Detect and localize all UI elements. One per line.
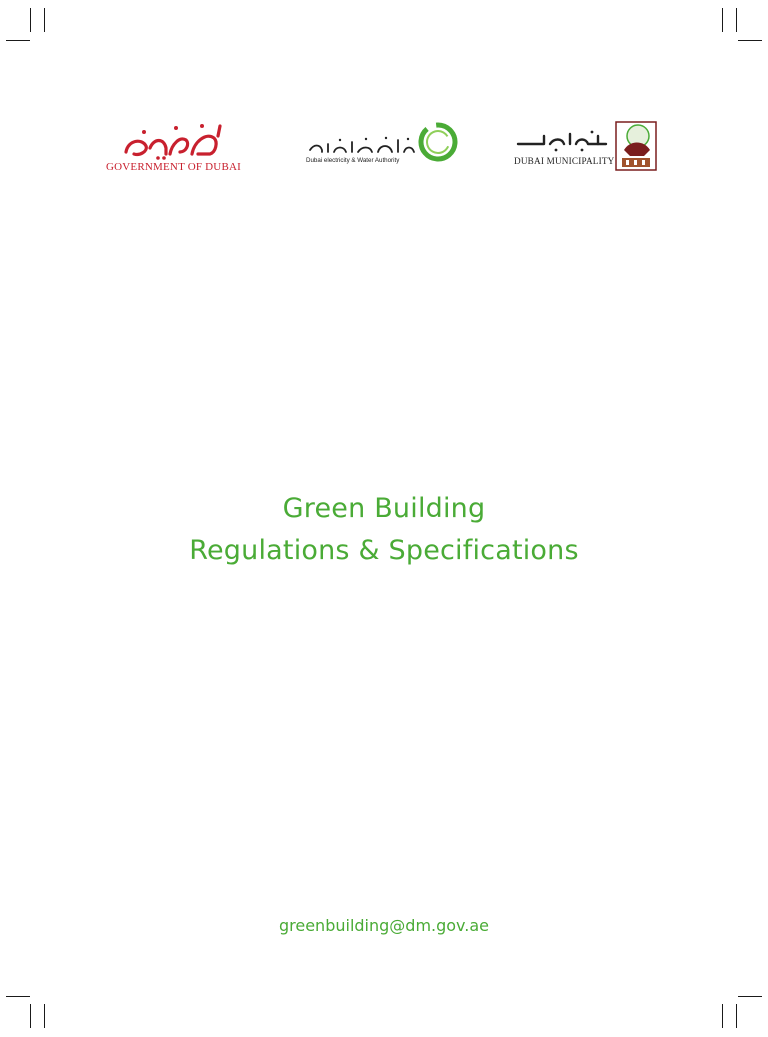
crop-mark [30, 8, 31, 32]
title-line-1: Green Building [282, 493, 486, 524]
dubai-municipality-caption: DUBAI MUNICIPALITY [514, 156, 615, 166]
crop-mark [738, 40, 762, 41]
contact-email[interactable]: greenbuilding@dm.gov.ae [278, 916, 490, 935]
crop-mark [722, 1004, 723, 1028]
document-title [0, 488, 768, 572]
crop-mark [736, 1004, 737, 1028]
dubai-municipality-logo [510, 120, 660, 172]
dewa-ring-icon [416, 120, 460, 164]
dewa-caption: Dubai electricity & Water Authority [306, 157, 400, 164]
government-of-dubai-emblem-icon [106, 118, 242, 162]
crop-mark [738, 996, 762, 997]
crop-mark [30, 1004, 31, 1028]
dubai-municipality-arabic-wordmark-icon [514, 124, 610, 154]
dewa-logo [302, 120, 462, 172]
crop-mark [44, 8, 45, 32]
crop-mark [6, 996, 30, 997]
crop-mark [722, 8, 723, 32]
dubai-municipality-emblem-icon [614, 120, 658, 172]
government-of-dubai-caption: GOVERNMENT OF DUBAI [106, 161, 241, 173]
government-of-dubai-logo [106, 118, 242, 178]
crop-mark [736, 8, 737, 32]
title-line-2: Regulations & Specifications [189, 535, 579, 566]
crop-mark [44, 1004, 45, 1028]
crop-mark [6, 40, 30, 41]
dewa-arabic-wordmark-icon [306, 126, 418, 158]
